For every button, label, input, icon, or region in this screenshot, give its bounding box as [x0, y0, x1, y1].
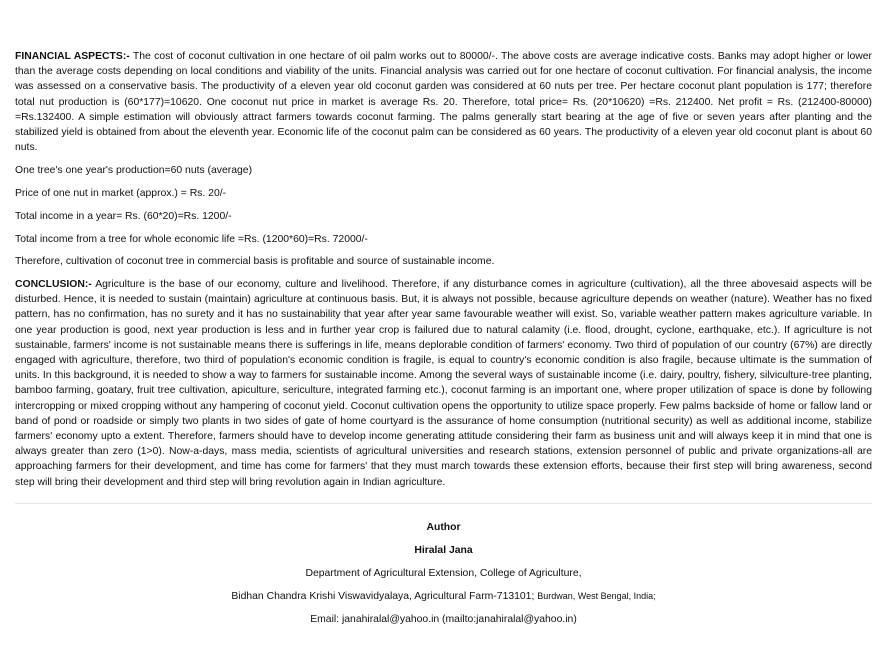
conclusion-paragraph — [15, 277, 872, 490]
author-department: Department of Agricultural Extension, College of Agriculture, — [305, 567, 582, 579]
email-mailto: (mailto:janahiralal@yahoo.in) — [439, 613, 577, 625]
email-link[interactable]: janahiralal@yahoo.in — [341, 613, 440, 625]
author-location: Burdwan, West Bengal, India; — [537, 590, 656, 601]
email-label: Email: — [310, 613, 342, 625]
section-divider — [15, 503, 872, 504]
financial-aspects-heading: FINANCIAL ASPECTS:- — [15, 51, 130, 62]
calc-line-yearly-income: Total income in a year= Rs. (60*20)=Rs. 1200/- — [15, 210, 232, 222]
author-university: Bidhan Chandra Krishi Viswavidyalaya, Agricultural Farm-713101; — [231, 590, 538, 602]
calc-line-lifetime-income: Total income from a tree for whole economic life =Rs. (1200*60)=Rs. 72000/- — [15, 233, 368, 245]
financial-aspects-paragraph — [15, 49, 872, 155]
author-name: Hiralal Jana — [414, 544, 473, 556]
calc-line-price: Price of one nut in market (approx.) = Rs. 20/- — [15, 188, 227, 200]
author-email-line — [15, 612, 872, 627]
calc-line-conclusion: Therefore, cultivation of coconut tree in commercial basis is profitable and source of sustainable income. — [15, 256, 495, 268]
author-heading: Author — [426, 521, 461, 533]
financial-aspects-text: The cost of coconut cultivation in one hectare of oil palm works out to 80000/-. The above costs are average indicative costs. Banks may adopt higher or lower than the average costs depending on local conditions and viability of the units. Financial analysis was carried out for one hectare of coconut cultivation. For financial analysis, the income was assessed on a conservative basis. The productivity of a eleven year old coconut garden was considered at 60 nuts per tree. Per hectare coconut plant population is 177; therefore total nut production is (60*177)=10620. One coconut nut price in market is average Rs. 20. Therefore, total price= Rs. (20*10620) =Rs. 212400. Net profit = Rs. (212400-80000) =Rs.132400. A simple estimation will obviously attract farmers towards coconut farming. The palms generally start bearing at the age of five or seven years after planting and the stabilized yield is obtained from about the eleventh year. Economic life of the coconut palm can be considered as 60 years. The productivity of a eleven year old coconut plant is about 60 nuts. — [15, 51, 872, 154]
conclusion-text: Agriculture is the base of our economy, culture and livelihood. Therefore, if any disturbance comes in agriculture (cultivation), all the three abovesaid aspects will be disturbed. Hence, it is needed to sustain (maintain) agriculture at continuous basis. But, it is always not possible, because agriculture depends on weather (nature). Weather has no fixed pattern, has no confirmation, has no surety and it has no sustainability that year after year same favourable weather will exist. So, variable weather pattern makes agriculture variable. In one year production is good, next year production is less and in further year crop is failured due to natural calamity (i.e. flood, drought, cyclone, earthquake, etc.). If agriculture is not sustainable, farmers' income is not sustainable means there is sufferings in life, means deplorable condition of farmers' economy. Two third of population of our country (67%) are directly engaged with agriculture, therefore, two third of population's economic condition is fragile, is equal to country's economic condition is also fragile, because ultimate is the summation of units. In this background, it is needed to show a way to farmers for sustainable income. Among the several ways of sustainable income (i.e. dairy, poultry, fishery, silviculture-tree planting, bamboo farming, goatary, fruit tree cultivation, apiculture, sericulture, integrated farming etc.), coconut farming is an important one, where proper utilization of space is done by following intercropping or mixed cropping without any hampering of coconut yield. Coconut cultivation opens the opportunity to utilize space properly. Few palms backside of home or fallow land or band of pond or roadside or simply two plants in two sides of gate of home courtyard is the assurance of home consumption (nutritional security) as well as additional income, stabilize farmers' economy upto a extent. Therefore, farmers should have to develop income generating attitude considering their farm as business unit and will always keep it in mind that one is always greater than zero (1>0). Now-a-days, mass media, scientists of agricultural universities and research stations, extension personnel of public and private organizations-all are approaching farmers for their development, and time has come for farmers' that they must march towards these extension efforts, because their first step will bring awareness, second step will bring their development and third step will bring revolution again in Indian agriculture. — [15, 278, 872, 488]
author-block — [15, 520, 872, 627]
author-affiliation — [15, 589, 872, 604]
calc-line-production: One tree's one year's production=60 nuts (average) — [15, 165, 253, 177]
conclusion-heading: CONCLUSION:- — [15, 278, 92, 290]
